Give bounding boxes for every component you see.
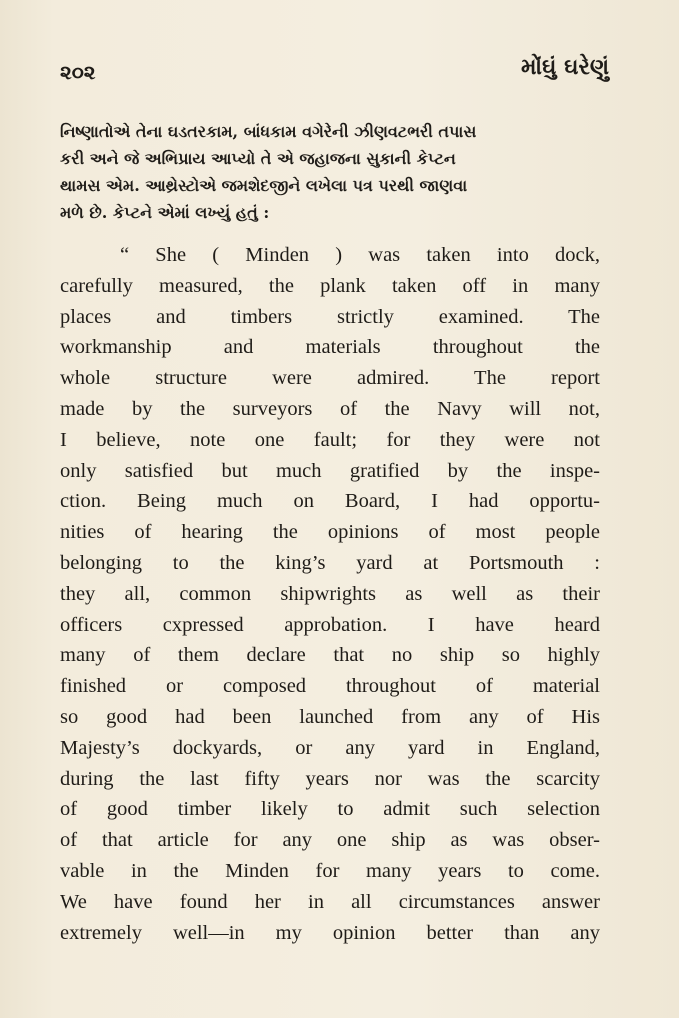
text-line: ction. Being much on Board, I had opportu- [60,490,600,513]
text-line: “ She ( Minden ) was taken into dock, [120,244,600,266]
text-line: We have found her in all circumstances answer [60,890,600,913]
text-line: of that article for any one ship as was obser- [60,829,600,852]
text-line: officers cxpressed approbation. I have heard [60,613,600,636]
text-line: made by the surveyors of the Navy will not, [60,397,600,420]
text-line: Majesty’s dockyards, or any yard in England, [60,736,600,759]
page-header [60,52,609,92]
text-line: નિષ્ણાતોએ તેના ઘડતરકામ, બાંધકામ વગેરેની ઝીણવટભરી તપાસ [60,122,477,141]
text-line: so good had been launched from any of His [60,705,600,728]
text-line: only satisfied but much gratified by the inspe- [60,459,600,482]
text-line: whole structure were admired. The report [60,367,600,390]
running-title: મોંઘું ઘરેણું [521,54,609,80]
english-quotation [60,240,600,948]
text-line: many of them declare that no ship so highly [60,644,600,667]
text-line: finished or composed throughout of material [60,675,600,698]
page-number: ૨૦૨ [60,60,96,84]
text-line: carefully measured, the plank taken off in many [60,274,600,297]
text-line: of good timber likely to admit such selection [60,798,600,821]
text-line: during the last fifty years nor was the scarcity [60,767,600,790]
text-line: workmanship and materials throughout the [60,336,600,359]
text-line: મળે છે. કેપ્ટને એમાં લખ્યું હતું : [60,203,270,222]
text-line: I believe, note one fault; for they were not [60,428,600,451]
text-line: vable in the Minden for many years to come. [60,859,600,882]
text-line: કરી અને જે અભિપ્રાય આપ્યો તે એ જહાજના સુકાની કેપ્ટન [60,149,456,168]
text-line: they all, common shipwrights as well as their [60,582,600,605]
text-line: belonging to the king’s yard at Portsmouth : [60,551,600,574]
gujarati-paragraph [60,118,600,226]
text-line: થામસ એમ. આથ્રેસ્ટોએ જમશેદજીને લખેલા પત્ર પરથી જાણવા [60,176,468,195]
text-line: places and timbers strictly examined. The [60,305,600,328]
text-line: extremely well—in my opinion better than any [60,921,600,944]
text-line: nities of hearing the opinions of most people [60,521,600,544]
